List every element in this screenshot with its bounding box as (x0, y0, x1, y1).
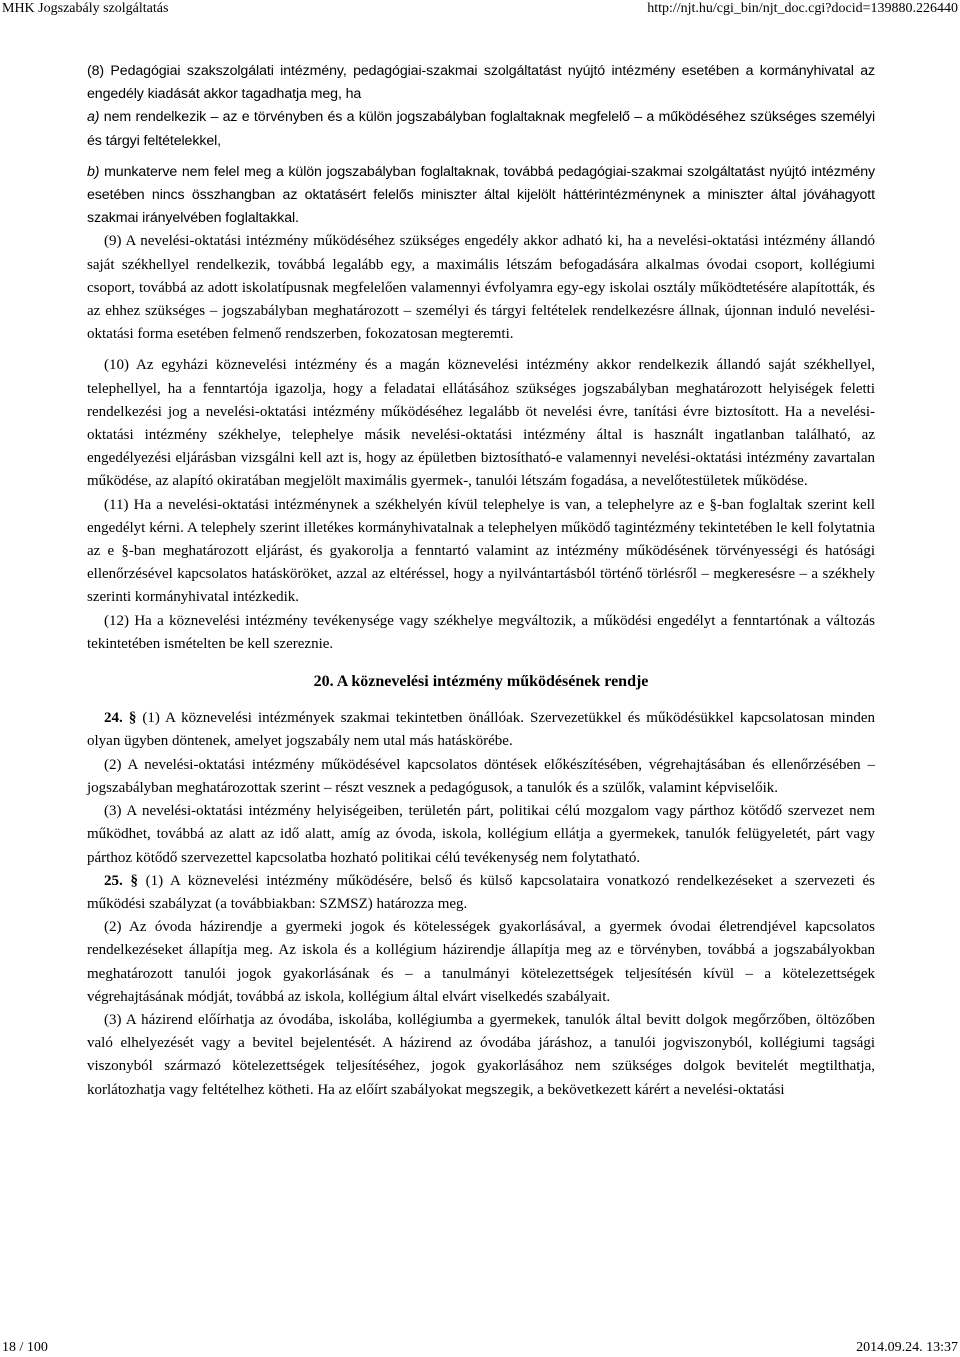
point-b-text: munkaterve nem felel meg a külön jogszabályban foglaltaknak, továbbá pedagógiai-szakmai szolgáltatást nyújtó intézmény esetében nincs összhangban az oktatásért felelős miniszter által kijelölt háttérintézménynek a miniszter által jóváhagyott szakmai irányelvében foglaltakkal. (87, 163, 875, 227)
paragraph-10: (10) Az egyházi köznevelési intézmény és a magán köznevelési intézmény akkor rendelkezik állandó saját székhellyel, telephellyel, ha a fenntartója igazolja, hogy a feladatai ellátásához szükséges jogszabályban meghatározott helyiségek feletti rendelkezési jog a nevelési-oktatási intézmény működéséhez legalább öt nevelési évre, tanítási évre biztosított. Ha a nevelési-oktatási intézmény székhelye, telephelye másik nevelési-oktatási intézmény által is használt ingatlanban található, az engedélyezési eljárásban vizsgálni kell azt is, hogy az épületben biztosítható-e valamennyi nevelési-oktatási intézmény zavartalan működése, az alapító okiratában megjelölt maximális gyermek-, tanulói létszám fogadása, a nevelőtestületek működése. (87, 357, 875, 490)
section-24-para-2: (2) A nevelési-oktatási intézmény működésével kapcsolatos döntések előkészítésében, végrehajtásában és ellenőrzésében – jogszabályban meghatározottak szerint – részt vesznek a pedagógusok, a tanulók és a szülők, valamint képviselőik. (87, 756, 875, 796)
paragraph-8: (8) Pedagógiai szakszolgálati intézmény, pedagógiai-szakmai szolgáltatást nyújtó intézmény esetében a kormányhivatal az engedély kiadását akkor tagadhatja meg, ha (87, 63, 875, 103)
section-25-para-1 (87, 870, 875, 916)
section-24-para-3: (3) A nevelési-oktatási intézmény helyiségeiben, területén párt, politikai célú mozgalom vagy párthoz kötődő szervezet nem működhet, továbbá az alatt az idő alatt, amíg az óvoda, iskola, kollégium ellátja a gyermekek, tanulók felügyeletét, párt vagy párthoz kötődő szervezettel kapcsolatba hozható politikai célú tevékenység nem folytatható. (87, 803, 875, 866)
section-25-para-1-text: (1) A köznevelési intézmény működésére, belső és külső kapcsolataira vonatkozó rendelkezéseket a szervezeti és működési szabályzat (a továbbiakban: SZMSZ) határozza meg. (87, 872, 875, 912)
paragraph-11: (11) Ha a nevelési-oktatási intézménynek a székhelyén kívül telephelye is van, a telephelyre az e §-ban foglaltak szerint kell engedélyt kérni. A telephely szerint illetékes kormányhivatalnak a telephelyen működő tagintézmény tekintetében le kell folytatnia az e §-ban meghatározott eljárást, és gyakorolja a fenntartó valamint az intézmény működésének törvényességi és hatósági ellenőrzésével kapcsolatos hatásköröket, azzal az eltéréssel, hogy a nyilvántartásból történő törlésről – megkeresésre – a székhely szerinti kormányhivatal intézkedik. (87, 496, 875, 606)
page-footer (0, 1339, 960, 1357)
document-body (87, 60, 875, 1102)
section-24-sign: § (128, 710, 137, 727)
point-b-label: b) (87, 163, 100, 180)
page-number: 18 / 100 (2, 1340, 48, 1355)
paragraph-12: (12) Ha a köznevelési intézmény tevékenysége vagy székhelye megváltozik, a működési engedélyt a fenntartónak a változás tekintetében ismételten be kell szereznie. (87, 612, 875, 652)
section-25-para-3: (3) A házirend előírhatja az óvodába, iskolába, kollégiumba a gyermekek, tanulók által bevitt dolgok megőrzőben, öltözőben való elhelyezését vagy a bevitel bejelentését. A házirend az óvodába járáshoz, a tanulói jogviszonyból, kollégiumi tagsági viszonyból származó kötelezettségek teljesítéséhez, jogok gyakorlásához nem szükséges dolgok bevitelét megtilthatja, korlátozhatja vagy feltételhez kötheti. Ha az előírt szabályokat megszegik, a bekövetkezett kárért a nevelési-oktatási (87, 1011, 875, 1098)
section-24-para-1 (87, 707, 875, 753)
paragraph-8b (87, 161, 875, 231)
section-heading: 20. A köznevelési intézmény működésének rendje (313, 673, 649, 691)
section-24-para-1-text: (1) A köznevelési intézmények szakmai tekintetben önállóak. Szervezetükkel és működésükkel kapcsolatosan minden olyan ügyben döntenek, amelyet jogszabály nem utal más hatáskörébe. (87, 710, 876, 750)
print-datetime: 2014.09.24. 13:37 (856, 1340, 958, 1355)
point-a-text: nem rendelkezik – az e törvényben és a külön jogszabályban foglaltaknak megfelelő – a működéséhez szükséges személyi és tárgyi feltételekkel, (87, 109, 875, 149)
section-25-para-2: (2) Az óvoda házirendje a gyermeki jogok és kötelességek gyakorlásával, a gyermek óvodai életrendjével kapcsolatos rendelkezéseket állapítja meg. Az iskola és a kollégium házirendje állapítja meg az e törvényben, továbbá a jogszabályokban meghatározott tanulói jogok gyakorlásának és – a tanulmányi kötelezettségek teljesítésén kívül – a kötelezettségek végrehajtásának módját, továbbá az iskola, kollégium által elvárt viselkedés szabályait. (87, 919, 875, 1005)
paragraph-9: (9) A nevelési-oktatási intézmény működéséhez szükséges engedély akkor adható ki, ha a nevelési-oktatási intézmény állandó saját székhellyel rendelkezik, továbbá legalább egy, a maximális létszám befogadására alkalmas óvodai csoport, kollégiumi csoport, továbbá az adott iskolatípusnak megfelelően valamennyi évfolyamra egy-egy iskolai osztály működtetésére alapították, és az ehhez szükséges – jogszabályban meghatározott – személyi és tárgyi feltételek rendelkezésre állnak, újonnan induló nevelési-oktatási forma esetében felmenő rendszerben, fokozatosan megteremti. (87, 233, 875, 343)
section-25-number: 25. (104, 872, 123, 889)
header-url[interactable]: http://njt.hu/cgi_bin/njt_doc.cgi?docid=139880.226440 (647, 1, 958, 16)
section-25-sign: § (130, 872, 138, 889)
point-a-label: a) (87, 109, 100, 126)
page-header (0, 0, 960, 18)
section-24-number: 24. (104, 710, 123, 727)
paragraph-8a (87, 106, 875, 152)
header-source: MHK Jogszabály szolgáltatás (2, 1, 169, 16)
